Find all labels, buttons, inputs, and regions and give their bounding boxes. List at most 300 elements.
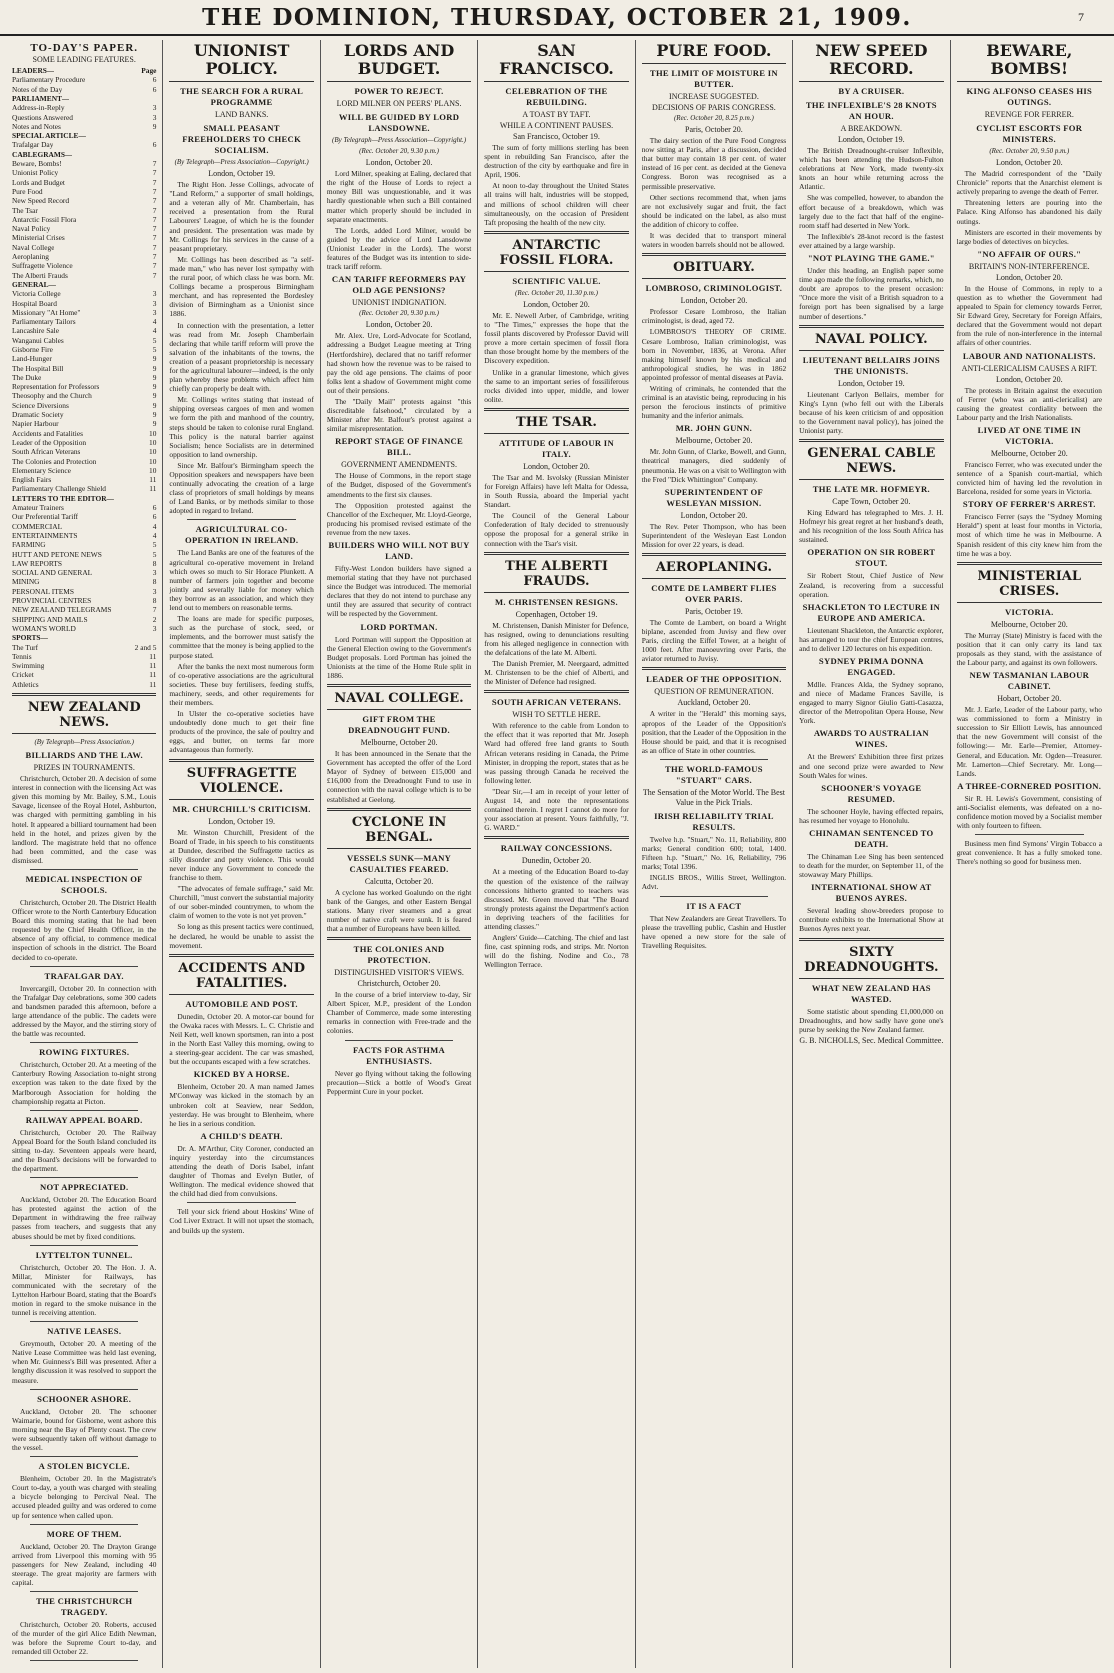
index-page: Page xyxy=(141,66,157,76)
index-entry xyxy=(12,596,156,605)
story-title: THE CHRISTCHURCH TRAGEDY. xyxy=(36,1596,133,1618)
cyclone-heading: CYCLONE IN BENGAL. xyxy=(327,815,471,849)
divider xyxy=(642,553,786,556)
naval-college-dateline: Melbourne, October 20. xyxy=(360,738,438,748)
index-label: ENTERTAINMENTS xyxy=(12,530,78,540)
divider xyxy=(660,896,768,897)
index-entry xyxy=(12,401,156,410)
tsar-sub: ATTITUDE OF LABOUR IN ITALY. xyxy=(499,437,614,459)
index-entry xyxy=(12,633,156,642)
article-paragraph: Christchurch, October 20. The Hon. J. A. Millar, Minister for Railways, has communicated with the secretary of the Lyttelton Harbour Board, stating that the Board's motion in regard to the smoke nuisance in the tunnel is receiving attention. xyxy=(12,1262,157,1318)
accidents-heading: ACCIDENTS AND FATALITIES. xyxy=(169,961,313,995)
index-page: 3 xyxy=(152,568,157,578)
railway-dateline: Dunedin, October 20. xyxy=(521,856,592,866)
index-label: MINING xyxy=(12,577,40,587)
pure-food-rec: (Rec. October 20, 8.25 p.m.) xyxy=(673,114,754,122)
story-title: SCHOONER ASHORE. xyxy=(37,1393,132,1404)
divider xyxy=(799,938,943,941)
advertisement: Some statistic about spending £1,000,000 on Dreadnoughts, and how sadly have gone one's purse by seeking the New Zealand farmer. xyxy=(799,1006,944,1034)
index-entry xyxy=(12,280,156,289)
index-label: Wanganui Cables xyxy=(12,335,64,345)
speed-sub1: BY A CRUISER. xyxy=(838,86,905,96)
index-page: 7 xyxy=(152,242,157,252)
bombs-sub3: CYCLIST ESCORTS FOR MINISTERS. xyxy=(976,123,1083,144)
index-label: Theosophy and the Church xyxy=(12,391,92,401)
builders-title: BUILDERS WHO WILL NOT BUY LAND. xyxy=(328,540,470,561)
pension-rec: (Rec. October 20, 9.30 p.m.) xyxy=(359,309,440,318)
index-entry xyxy=(12,336,156,345)
index-page: 7 xyxy=(152,224,157,234)
index-page: 6 xyxy=(152,140,157,150)
nz-news-heading: NEW ZEALAND NEWS. xyxy=(12,700,156,734)
speed-sub2: THE INFLEXIBLE'S 28 KNOTS AN HOUR. xyxy=(805,100,937,121)
article-paragraph: The Rev. Peter Thompson, who has been Superintendent of the Wesleyan East London Mission for over 22 years, is dead. xyxy=(641,521,787,549)
facts-title: FACTS FOR ASTHMA ENTHUSIASTS. xyxy=(353,1044,446,1066)
article-paragraph: The Chinaman Lee Sing has been sentenced to death for the murder, on September 11, of the stowaway Mary Phillips. xyxy=(799,851,944,880)
index-label: Ministerial Crises xyxy=(12,233,65,243)
index-page: 7 xyxy=(152,214,157,224)
speed-sub3: A BREAKDOWN. xyxy=(840,124,903,133)
article-paragraph: Francisco Ferrer (says the "Sydney Morning Herald") spent at least four months in Victoria, most of which time he was in Melbourne. A Spanish resident of this city knew him from the time he was a boy. xyxy=(956,512,1102,558)
article-paragraph: Mr. Winston Churchill, President of the Board of Trade, in his speech to his constituents at Dundee, described the Suffragette tactics as silly disorder and petty violence. This would never induce any Government to concede the franchise to them. xyxy=(169,827,314,882)
index-label: Dramatic Society xyxy=(12,410,64,420)
stuart-title: THE WORLD-FAMOUS "STUART" CARS. xyxy=(665,763,763,785)
divider xyxy=(30,1456,138,1457)
index-entry xyxy=(12,206,156,215)
column-beware-bombs xyxy=(951,40,1108,1668)
index-label: Lancashire Sale xyxy=(12,326,59,336)
index-entry xyxy=(12,577,156,586)
tsar-heading: THE TSAR. xyxy=(484,415,628,434)
index-label: PERSONAL ITEMS xyxy=(12,586,74,596)
index-label: Aeroplaning xyxy=(12,252,49,262)
advertisement: Tell your sick friend about Hoskins' Wine of Cod Liver Extract. It will not upset the stomach, and builds up the system. xyxy=(169,1207,314,1235)
naval-policy-heading: NAVAL POLICY. xyxy=(799,332,943,351)
index-label: COMMERCIAL xyxy=(12,521,63,531)
index-entry xyxy=(12,364,156,373)
index-entry xyxy=(12,475,156,484)
index-label: Cricket xyxy=(12,670,34,680)
index-page: 6 xyxy=(152,75,157,85)
article-paragraph: With reference to the cable from London to the effect that it was reported that Mr. Joseph Ward had offered free land grants to South African veterans residing in Canada, the Prime Minister, in dropping the report, states that as he was passing through Canada he received the following letter. xyxy=(484,721,629,785)
index-page: 3 xyxy=(152,298,157,308)
article-paragraph: The Lords, added Lord Milner, would be guided by the advice of Lord Lansdowne (Unionist Leader in the Lords). The worst features of the Budget was its intention to side-track tariff reform. xyxy=(326,225,472,272)
article-paragraph: The Land Banks are one of the features of the agricultural co-operative movement in Ireland which owes so much to Sir Horace Plunkett. A number of farmers join together and become jointly and severally liable for money which they borrow as an association, and which they lend out to members on reasonable terms. xyxy=(169,548,314,613)
index-page: 8 xyxy=(152,577,157,587)
opposition-heading: LEADER OF THE OPPOSITION. xyxy=(646,674,782,685)
index-label: The Duke xyxy=(12,372,42,382)
index-label: Tennis xyxy=(12,651,32,661)
advertisement: Never go flying without taking the following precaution—Stick a bottle of Wood's Great Peppermint Cure in your pocket. xyxy=(326,1068,472,1096)
index-page: 5 xyxy=(152,345,157,354)
colonies-sub: DISTINGUISHED VISITOR'S VIEWS. xyxy=(334,968,464,978)
index-page: 6 xyxy=(152,84,157,94)
index-entry xyxy=(12,196,156,205)
index-entry xyxy=(12,438,156,447)
index-page: 4 xyxy=(152,317,157,327)
index-page: 8 xyxy=(152,596,157,606)
antarctic-rec: (Rec. October 20, 11.30 p.m.) xyxy=(515,288,598,297)
report-sub: GOVERNMENT AMENDMENTS. xyxy=(341,460,457,470)
article-paragraph: Auckland, October 20. The Drayton Grange arrived from Liverpool this morning with 95 passengers for New Zealand, including 40 steerage. The great majority are farmers with capital. xyxy=(12,1541,157,1587)
cable-news-heading: GENERAL CABLE NEWS. xyxy=(799,446,943,480)
index-label: WOMAN'S WORLD xyxy=(12,623,76,633)
index-page: 6 xyxy=(152,503,157,513)
article-paragraph: Several leading show-breeders propose to contribute exhibits to the International Show at Buenos Ayres next year. xyxy=(799,906,944,934)
index-label: The Colonies and Protection xyxy=(12,456,97,466)
naval-policy-sub: LIEUTENANT BELLAIRS JOINS THE UNIONISTS. xyxy=(802,354,940,376)
index-entry xyxy=(12,113,156,122)
index-page: 9 xyxy=(152,382,157,392)
index-page: 3 xyxy=(152,103,157,113)
unionist-heading: UNIONIST POLICY. xyxy=(169,42,313,82)
article-paragraph: LOMBROSO'S THEORY OF CRIME. Cesare Lombroso, Italian criminologist, was born in November, 1836, at Verona. After making himself known by his medical and anthropological studies, he was in 1862 appointed professor of mental diseases at Pavia. xyxy=(641,327,787,382)
article-paragraph: Auckland, October 20. The Education Board has protested against the action of the Department in withdrawing the free railway passes from teachers, and suggests that any abuses should be met by fixed conditions. xyxy=(12,1195,157,1241)
bombs-sub2: REVENGE FOR FERRER. xyxy=(984,110,1074,119)
affair-dateline: London, October 20. xyxy=(995,272,1063,282)
contents-index xyxy=(12,66,156,689)
index-label: Leader of the Opposition xyxy=(12,437,87,447)
pure-food-sub2: INCREASE SUGGESTED. xyxy=(669,92,759,101)
speed-dateline: London, October 19. xyxy=(838,135,905,144)
index-label: Parliamentary Challenge Shield xyxy=(12,484,106,494)
index-entry xyxy=(12,326,156,335)
index-entry xyxy=(12,512,156,521)
article-paragraph: Mr. J. Earle, Leader of the Labour party, who was commissioned to form a Ministry in succession to Sir Elliott Lewis, has announced that the new Government will consist of the following:— Mr. Earle—Premier, Attorney-General, and Education. Mr. Ogden—Treasurer. Mr. Lamerton—Chief Secretary. Mr. Long—Lands. xyxy=(956,705,1102,778)
antarctic-dateline: London, October 20. xyxy=(523,299,590,309)
index-entry xyxy=(12,140,156,149)
divider xyxy=(957,562,1102,565)
story-subtitle: PRIZES IN TOURNAMENTS. xyxy=(33,763,135,773)
divider xyxy=(30,1110,138,1111)
wesleyan-title: SUPERINTENDENT OF WESLEYAN MISSION. xyxy=(664,486,764,508)
cable-title: AWARDS TO AUSTRALIAN WINES. xyxy=(813,728,929,750)
story-title: TRAFALGAR DAY. xyxy=(44,970,124,981)
index-entry xyxy=(12,447,156,456)
index-entry xyxy=(12,150,156,159)
index-page: 7 xyxy=(152,186,157,196)
story-title: STORY OF FERRER'S ARREST. xyxy=(962,499,1096,510)
index-entry xyxy=(12,466,156,475)
story-title: ROWING FIXTURES. xyxy=(39,1047,130,1058)
article-paragraph: The protests in Britain against the execution of Ferrer (who was an anti-clericalist) are causing the greatest cordiality between the Labour party and the Irish Nationalists. xyxy=(956,385,1102,422)
article-paragraph: Lord Milner, speaking at Ealing, declared that the right of the House of Lords to reject a money Bill was unquestionable, and it was hardly questionable when such a Bill contained matter which properly should be included in separate enactments. xyxy=(326,169,472,224)
article-paragraph: Dr. A. M'Arthur, City Coroner, conducted an inquiry yesterday into the circumstances attending the death of Doris Isabel, infant daughter of Thomas and Evelyn Butler, of Wellington. The medical evidence showed that the child had died from convulsions. xyxy=(169,1143,314,1199)
article-paragraph: The British Dreadnought-cruiser Inflexible, which has been attending the Hudson-Fulton celebrations at New York, made twenty-six knots an hour while returning across the Atlantic. xyxy=(799,146,944,192)
index-page: 8 xyxy=(152,558,157,568)
column-todays-paper xyxy=(6,40,163,1668)
index-entry xyxy=(12,159,156,168)
column-pure-food xyxy=(636,40,793,1668)
article-paragraph: A writer in the "Herald" this morning says, apropos of the Leader of the Opposition's position, that the Leader of the Opposition in the House should be paid, and that it is recognised as an office of State in other countries. xyxy=(641,709,787,755)
index-label: LEADERS— xyxy=(12,66,55,76)
index-page: 9 xyxy=(152,363,157,373)
index-label: GENERAL— xyxy=(12,279,56,289)
index-entry xyxy=(12,419,156,428)
lords-sub2: LORD MILNER ON PEERS' PLANS. xyxy=(336,99,462,108)
article-paragraph: Sir R. H. Lewis's Government, consisting of anti-Socialist elements, was defeated on a no-confidence motion moved by a Socialist member with only fourteen to fifteen. xyxy=(956,793,1102,831)
unionist-sub2: LAND BANKS. xyxy=(214,110,269,119)
article-paragraph: The sum of forty millions sterling has been spent in rebuilding San Francisco, after the destruction of the city by earthquake and fire in April, 1906. xyxy=(484,143,629,180)
advertisement: Anglers' Guide—Catching. The chief and last fine, cast spinning rods, and strips. Mr. Norton will do the fishing. Nodine and Co., 78 Wellington Terrace. xyxy=(484,933,629,970)
index-entry xyxy=(12,624,156,633)
index-page: 7 xyxy=(152,252,157,262)
article-paragraph: Blenheim, October 20. In the Magistrate's Court to-day, a youth was charged with stealing a bicycle belonging to Percival Neal. The accused pleaded guilty and was ordered to come up for sentence when called upon. xyxy=(12,1474,157,1520)
divider xyxy=(327,684,471,687)
dreadnoughts-heading: SIXTY DREADNOUGHTS. xyxy=(799,945,943,979)
index-entry xyxy=(12,94,156,103)
divider xyxy=(169,759,313,762)
stuart-sub: The Sensation of the Motor World. The Best Value in the Pick Trials. xyxy=(642,787,785,807)
speed-heading: NEW SPEED RECORD. xyxy=(799,42,943,82)
report-title: REPORT STAGE OF FINANCE BILL. xyxy=(335,436,464,458)
index-page: 2 xyxy=(152,614,157,624)
index-page: 11 xyxy=(149,484,157,494)
sf-sub1: CELEBRATION OF THE REBUILDING. xyxy=(505,86,608,107)
antarctic-heading: ANTARCTIC FOSSIL FLORA. xyxy=(484,238,628,272)
article-paragraph: Mr. Alex. Ure, Lord-Advocate for Scotland, addressing a Budget League meeting at Tring (Hertfordshire), declared that no tariff reformer had shown how the revenue was to be raised to pay the old age pensions. The claims of poor folks lent a shadow of Government might come out of their pensions. xyxy=(326,331,472,395)
index-entry xyxy=(12,587,156,596)
index-page: 9 xyxy=(152,372,157,382)
index-entry xyxy=(12,299,156,308)
index-label: Accidents and Fatalities xyxy=(12,428,84,438)
index-label: Gisborne Fire xyxy=(12,345,53,354)
cable-title: THE LATE MR. HOFMEYR. xyxy=(812,484,930,495)
advertisement: Twelve h.p. "Stuart," No. 11, Reliability, 800 marks; General condition 600; total, 1400. Fifteen h.p. "Stuart," No. 16, Reliability, 796 marks; Total 1396. xyxy=(641,834,787,872)
index-page: 11 xyxy=(149,651,157,661)
notplay-title: "NOT PLAYING THE GAME." xyxy=(807,253,935,264)
sf-dateline: San Francisco, October 19. xyxy=(513,132,600,141)
bombs-rec: (Rec. October 20, 9.50 p.m.) xyxy=(989,147,1070,155)
index-page: 10 xyxy=(149,437,157,447)
divider xyxy=(345,1040,453,1041)
article-paragraph: Invercargill, October 20. In connection with the Trafalgar Day celebrations, some 300 cadets and bandsmen paraded this afternoon, before a large attendance of the public. The cadets were addressed by the Mayor, and the stirring story of the battle was recounted. xyxy=(12,983,157,1039)
index-page: 4 xyxy=(152,521,157,531)
article-paragraph: Christchurch, October 20. Roberts, accused of the murder of the girl Alice Edith Newman, was before the Supreme Court to-day, and remanded till October 22. xyxy=(12,1620,157,1657)
cable-dateline: Cape Town, October 20. xyxy=(832,497,911,507)
article-paragraph: Mr. John Gunn, of Clarke, Bowell, and Gunn, theatrical managers, died suddenly of pneumonia. He was on a visit to Wellington with the Fred "Dick Whittington" Company. xyxy=(641,447,787,484)
article-paragraph: King Edward has telegraphed to Mrs. J. H. Hofmeyr his great regret at her husband's death, and his recognition of the loss South Africa has sustained. xyxy=(799,508,944,545)
index-label: SPECIAL ARTICLE— xyxy=(12,131,86,141)
index-label: Missionary "At Home" xyxy=(12,307,81,317)
advertisement: That New Zealanders are Great Travellers. To please the travelling public, Cashin and Hustler have opened a new store for the sale of Travelling Requisites. xyxy=(641,913,787,950)
index-page: 2 and 5 xyxy=(134,642,157,652)
article-paragraph: M. Christensen, Danish Minister for Defence, has resigned, owing to denunciations resulting from his alleged negligence in connection with the defalcations of the late M. Alberti. xyxy=(484,620,629,657)
index-label: NEW ZEALAND TELEGRAMS xyxy=(12,605,112,615)
index-page: 9 xyxy=(152,400,157,410)
lords-credit: (By Telegraph—Press Association—Copyright.) xyxy=(332,136,467,144)
article-paragraph: It was decided that to transport mineral waters in wooden barrels should not be allowed. xyxy=(641,231,787,250)
article-paragraph: Christchurch, October 20. At a meeting of the Canterbury Rowing Association to-night strong exception was taken to the date fixed by the Marlborough Association for holding the championship regatta at Picton. xyxy=(12,1060,157,1106)
index-page: 3 xyxy=(152,112,157,122)
pure-food-dateline: Paris, October 20. xyxy=(685,125,743,135)
index-page: 9 xyxy=(152,419,157,429)
divider xyxy=(169,954,313,957)
alberti-heading: THE ALBERTI FRAUDS. xyxy=(484,559,628,593)
article-paragraph: The loans are made for specific purposes, such as the purchase of stock, seed, or implements, and the borrower must satisfy the committee that the money is being applied to the purpose stated. xyxy=(169,614,314,660)
index-label: Napier Harbour xyxy=(12,419,59,429)
column-lords-budget xyxy=(321,40,478,1668)
index-entry xyxy=(12,680,156,689)
article-paragraph: Unlike in a granular limestone, which gives the same to an important series of fossiliferous rocks divided into upper, middle, and lower oolite. xyxy=(484,367,629,404)
index-entry xyxy=(12,670,156,679)
naval-policy-dateline: London, October 19. xyxy=(838,378,905,388)
index-page: 7 xyxy=(152,177,157,187)
index-label: The Tsar xyxy=(12,205,38,215)
lords-sub1: POWER TO REJECT. xyxy=(354,86,444,96)
index-entry xyxy=(12,540,156,549)
index-label: Address-in-Reply xyxy=(12,103,65,113)
cyclone-dateline: Calcutta, October 20. xyxy=(364,876,434,886)
article-paragraph: The Inflexible's 28-knot record is the fastest ever attained by a large warship. xyxy=(799,231,944,250)
article-paragraph: The Council of the General Labour Confederation of Italy decided to strenuously oppose the proposal for a general strike in connection with the Tsar's visit. xyxy=(484,511,629,548)
agri-title: AGRICULTURAL CO-OPERATION IN IRELAND. xyxy=(184,524,299,546)
opposition-dateline: Auckland, October 20. xyxy=(677,698,751,708)
index-entry xyxy=(12,643,156,652)
article-paragraph: In connection with the presentation, a letter was read from Mr. Joseph Chamberlain declaring that while tariff reform will prove the salvation of the inhabitants of the towns, the creation of a peasant proprietorship is necessary for the agricultural labourer—indeed, is the only plan whereby these problems which affect him chiefly can properly be dealt with. xyxy=(169,320,314,394)
index-label: Swimming xyxy=(12,661,45,671)
cable-title: SCHOONER'S VOYAGE RESUMED. xyxy=(821,782,922,804)
index-label: Amateur Trainers xyxy=(12,503,64,513)
pension-title: CAN TARIFF REFORMERS PAY OLD AGE PENSIONS? xyxy=(331,274,467,296)
accident-title: KICKED BY A HORSE. xyxy=(193,1069,290,1080)
divider xyxy=(30,966,138,967)
index-label: Notes and Notes xyxy=(12,121,61,131)
index-entry xyxy=(12,457,156,466)
cyclone-sub: VESSELS SUNK—MANY CASUALTIES FEARED. xyxy=(346,852,452,874)
index-entry xyxy=(12,373,156,382)
lived-dateline: Melbourne, October 20. xyxy=(990,448,1068,458)
divider xyxy=(484,231,628,234)
index-page: 7 xyxy=(152,196,157,206)
cable-title: SYDNEY PRIMA DONNA ENGAGED. xyxy=(818,656,924,677)
index-entry xyxy=(12,215,156,224)
index-label: Athletics xyxy=(12,679,39,689)
article-paragraph: The Murray (State) Ministry is faced with the position that it can only carry its land tax proposals as they stand, with the assistance of the Labour party, and against its own followers. xyxy=(956,630,1102,667)
wesleyan-dateline: London, October 20. xyxy=(680,510,748,520)
index-page: 5 xyxy=(152,540,157,550)
index-entry xyxy=(12,252,156,261)
todays-paper-subheading: SOME LEADING FEATURES. xyxy=(32,55,136,65)
ministerial-title: NEW TASMANIAN LABOUR CABINET. xyxy=(969,670,1090,692)
divider xyxy=(642,667,786,670)
article-paragraph: Christchurch, October 20. The District Health Officer wrote to the North Canterbury Education Board this morning stating that he had been requested by the Chief Health Officer, in the absence of any official, to commence medical inspection of schools in the district. The Board decided to co-operate. xyxy=(12,898,157,962)
cable-title: OPERATION ON SIR ROBERT STOUT. xyxy=(807,547,936,569)
accident-title: A CHILD'S DEATH. xyxy=(200,1130,283,1141)
naval-college-sub: GIFT FROM THE DREADNOUGHT FUND. xyxy=(348,714,450,736)
divider xyxy=(660,759,768,760)
index-label: SHIPPING AND MAILS xyxy=(12,614,88,624)
column-speed-record xyxy=(793,40,950,1668)
nz-news-stories xyxy=(12,750,156,1661)
index-entry xyxy=(12,391,156,400)
article-paragraph: Writing of criminals, he contended that the criminal is an atavistic being, reproducing in his person the ferocious instincts of primitive humanity and the inferior animals. xyxy=(641,383,787,421)
colonies-dateline: Christchurch, October 20. xyxy=(357,979,441,989)
index-entry xyxy=(12,85,156,94)
divider xyxy=(187,519,295,520)
index-page: 10 xyxy=(149,465,157,475)
index-page: 11 xyxy=(149,475,157,485)
index-label: New Speed Record xyxy=(12,196,70,206)
index-label: Land-Hunger xyxy=(12,354,52,364)
index-label: Antarctic Fossil Flora xyxy=(12,214,77,224)
index-entry xyxy=(12,345,156,354)
divider xyxy=(30,1042,138,1043)
divider xyxy=(30,869,138,870)
story-title: MEDICAL INSPECTION OF SCHOOLS. xyxy=(25,874,143,896)
cable-title: SHACKLETON TO LECTURE IN EUROPE AND AMERICA. xyxy=(802,601,941,623)
portman-title: LORD PORTMAN. xyxy=(360,621,438,632)
index-page: 4 xyxy=(152,530,157,540)
veterans-heading: SOUTH AFRICAN VETERANS. xyxy=(491,697,622,708)
index-label: Our Preferential Tariff xyxy=(12,512,79,522)
index-entry xyxy=(12,484,156,493)
index-page: 11 xyxy=(149,679,157,689)
article-paragraph: Lieutenant Carlyon Bellairs, member for King's Lynn (who fell out with the Liberals because of his keen criticism of and opposition to the Government naval policy), has joined the Unionist party. xyxy=(799,389,944,435)
advertisement: INGLIS BROS., Willis Street, Wellington. Advt. xyxy=(641,873,787,892)
index-label: Lords and Budget xyxy=(12,177,65,187)
index-label: Questions Answered xyxy=(12,112,73,122)
story-title: RAILWAY APPEAL BOARD. xyxy=(25,1114,143,1125)
divider xyxy=(30,1660,138,1661)
unionist-dateline: London, October 19. xyxy=(208,169,275,179)
masthead-title: THE DOMINION, THURSDAY, OCTOBER 21, 1909. xyxy=(202,4,912,31)
index-page: 11 xyxy=(149,661,157,671)
index-label: Suffragette Violence xyxy=(12,261,73,271)
index-page: 5 xyxy=(152,549,157,559)
index-label: Parliamentary Procedure xyxy=(12,75,86,85)
index-entry xyxy=(12,522,156,531)
index-entry xyxy=(12,75,156,84)
index-label: Victoria College xyxy=(12,289,61,299)
obituary-dateline: London, October 20. xyxy=(680,296,748,306)
pure-food-sub3: DECISIONS OF PARIS CONGRESS. xyxy=(652,103,776,112)
article-paragraph: The Danish Premier, M. Neergaard, admitted M. Christensen to be the chief of Alberti, and the Minister of Defence had resigned. xyxy=(484,659,629,687)
lived-title: LIVED AT ONE TIME IN VICTORIA. xyxy=(977,424,1081,446)
index-page: 10 xyxy=(149,456,157,466)
affair-title: "NO AFFAIR OF OURS." xyxy=(977,248,1082,259)
article-paragraph: Christchurch, October 20. A decision of some interest in connection with the licensing Act was given this morning by Mr. Bailey, S.M., Louis Savage, licensee of the Royal Hotel, Ashburton, was charged with permitting gambling in his hotel. It appeared a billiard tournament had been held in the hotel, and prizes given by the landlord. The magistrate held that no offence had been committed, and the case was dismissed. xyxy=(12,774,157,865)
newspaper-columns xyxy=(6,40,1108,1668)
divider xyxy=(30,1245,138,1246)
divider xyxy=(484,836,628,839)
divider xyxy=(484,408,628,411)
divider xyxy=(484,690,628,693)
index-label: Beware, Bombs! xyxy=(12,159,62,169)
index-entry xyxy=(12,178,156,187)
index-label: The Turf xyxy=(12,642,39,652)
article-paragraph: The Tsar and M. Isvolsky (Russian Minister for Foreign Affairs) have left Malta for Odessa, in South Russia, aboard the Imperial yacht Standart. xyxy=(484,472,629,510)
index-entry xyxy=(12,224,156,233)
index-entry xyxy=(12,382,156,391)
index-entry xyxy=(12,233,156,242)
index-entry xyxy=(12,289,156,298)
article-paragraph: Lord Portman will support the Opposition at the General Election owing to the Government's Budget proposals. Lord Portman has joined the Unionists at the time of the Home Rule split in 1886. xyxy=(326,634,472,680)
index-page: 9 xyxy=(152,121,157,131)
dreadnoughts-signature: G. B. NICHOLLS, Sec. Medical Committee. xyxy=(799,1035,944,1045)
gunn-title: MR. JOHN GUNN. xyxy=(675,423,753,434)
index-page: 5 xyxy=(152,335,157,345)
ministerial-title: A THREE-CORNERED POSITION. xyxy=(957,780,1102,791)
labour-sub: ANTI-CLERICALISM CAUSES A RIFT. xyxy=(961,363,1097,373)
ministerial-heading: MINISTERIAL CRISES. xyxy=(957,569,1102,603)
labour-title: LABOUR AND NATIONALISTS. xyxy=(962,350,1096,361)
article-paragraph: The Comte de Lambert, on board a Wright biplane, ascended from Juvisy and flew over Paris, circling the Eiffel Tower, at a height of 1000 feet. After manoeuvring over Paris, the aviator returned to Juvisy. xyxy=(641,618,787,664)
index-entry xyxy=(12,494,156,503)
article-paragraph: After the banks the next most numerous form of co-operative associations are the agricultural societies. These buy fertilisers, feeding stuffs, machinery, seeds, and other requirements for their members. xyxy=(169,661,314,707)
index-entry xyxy=(12,559,156,568)
index-entry xyxy=(12,550,156,559)
